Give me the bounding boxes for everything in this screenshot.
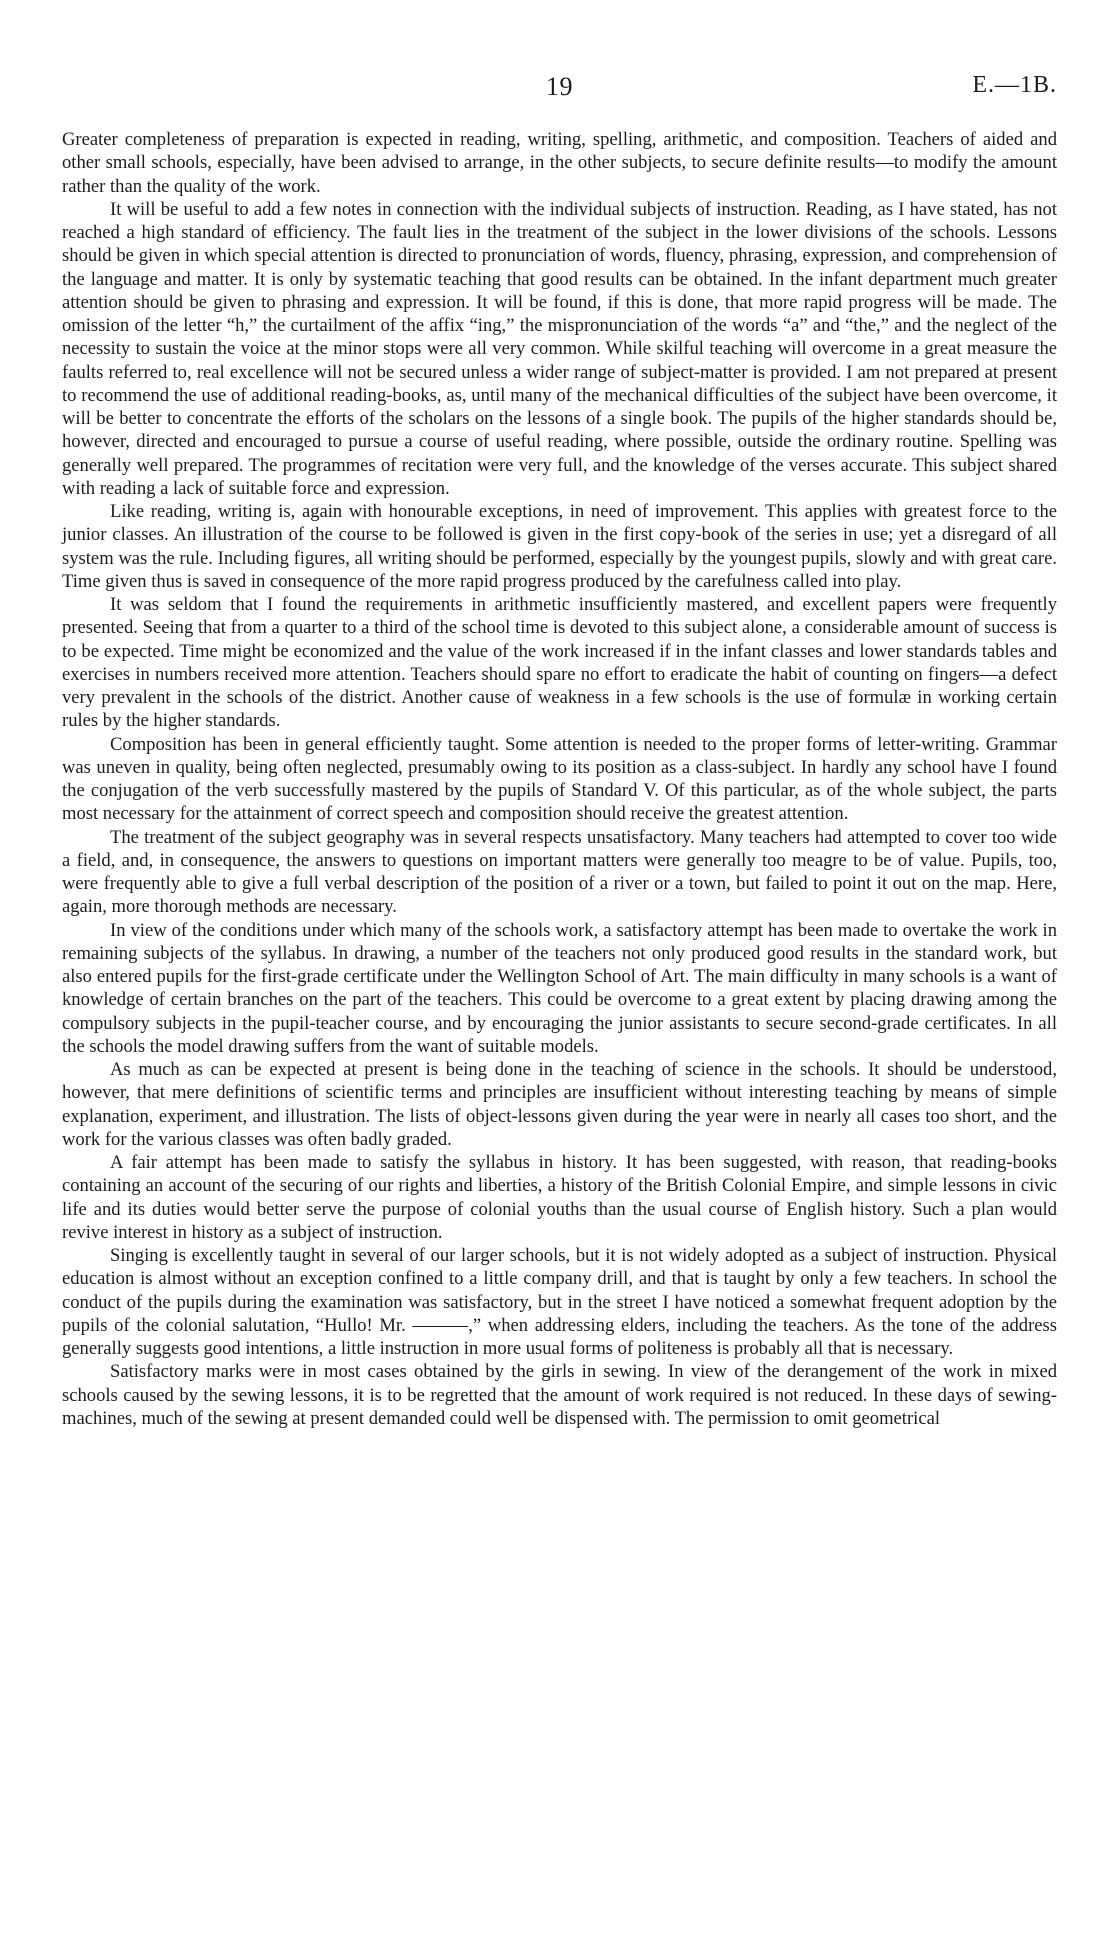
paragraph-writing: Like reading, writing is, again with honourable exceptions, in need of improvement. This applies with greatest force to the junior classes. An illustration of the course to be followed is given in the first copy-book of the series in use; yet a disregard of all system was the rule. Including figures, all writing should be performed, especially by the youngest pupils, slowly and with great care. Time given thus is saved in consequence of the more rapid progress produced by the carefulness called into play. xyxy=(62,501,1057,592)
document-reference: E.—1B. xyxy=(972,72,1057,98)
paragraph-geography: The treatment of the subject geography was in several respects unsatisfactory. Many teachers had attempted to cover too wide a field, and, in consequence, the answers to questions on important matters were generally too meagre to be of value. Pupils, too, were frequently able to give a full verbal description of the position of a river or a town, but failed to point it out on the map. Here, again, more thorough methods are necessary. xyxy=(62,826,1057,918)
paragraph-drawing: In view of the conditions under which many of the schools work, a satisfactory attempt has been made to overtake the work in remaining subjects of the syllabus. In drawing, a number of the teachers not only produced good results in the standard work, but also entered pupils for the first-grade certificate under the Wellington School of Art. The main difficulty in many schools is a want of knowledge of certain branches on the part of the teachers. This could be overcome to a great extent by placing drawing among the compulsory subjects in the pupil-teacher course, and by encouraging the junior assistants to secure second-grade certificates. In all the schools the model drawing suffers from the want of suitable models. xyxy=(62,919,1057,1057)
paragraph-history: A fair attempt has been made to satisfy the syllabus in history. It has been suggested, with reason, that reading-books containing an account of the securing of our rights and liberties, a history of the British Colonial Empire, and simple lessons in civic life and its duties would better serve the purpose of colonial youths than the usual course of English history. Such a plan would revive interest in history as a subject of instruction. xyxy=(62,1152,1057,1243)
paragraph-reading: It will be useful to add a few notes in connection with the individual subjects of instruction. Reading, as I have stated, has not reached a high standard of efficiency. The fault lies in the treatment of the subject in the lower divisions of the schools. Lessons should be given in which special attention is directed to pronunciation of words, fluency, phrasing, expression, and comprehension of the language and matter. It is only by systematic teaching that good results can be obtained. In the infant department much greater attention should be given to phrasing and expression. It will be found, if this is done, that more rapid progress will be made. The omission of the letter “h,” the curtailment of the affix “ing,” the mispronunciation of the words “a” and “the,” and the neglect of the necessity to sustain the voice at the minor stops were all very common. While skilful teaching will overcome in a great measure the faults referred to, real excellence will not be secured unless a wider range of subject-matter is provided. I am not prepared at present to recommend the use of additional reading-books, as, until many of the mechanical difficulties of the subject have been overcome, it will be better to concentrate the efforts of the scholars on the lessons of a single book. The pupils of the higher standards should be, however, directed and encouraged to pursue a course of useful reading, where possible, outside the ordinary routine. Spelling was generally well prepared. The programmes of recitation were very full, and the knowledge of the verses accurate. This subject shared with reading a lack of suitable force and expression. xyxy=(62,198,1057,499)
paragraph-arithmetic: It was seldom that I found the requirements in arithmetic insufficiently mastered, and excellent papers were frequently presented. Seeing that from a quarter to a third of the school time is devoted to this subject alone, a considerable amount of success is to be expected. Time might be economized and the value of the work increased if in the infant classes and lower standards tables and exercises in numbers received more attention. Teachers should spare no effort to eradicate the habit of counting on fingers—a defect very prevalent in the schools of the district. Another cause of weakness in a few schools is the use of formulæ in working certain rules by the higher standards. xyxy=(62,594,1057,732)
page-header xyxy=(62,72,1057,104)
page-number: 19 xyxy=(546,72,573,101)
paragraph-general-preparation: Greater completeness of preparation is expected in reading, writing, spelling, arithmetic, and composition. Teachers of aided and other small schools, especially, have been advised to arrange, in the other subjects, to secure definite results—to modify the amount rather than the quality of the work. xyxy=(62,129,1057,197)
paragraph-science: As much as can be expected at present is being done in the teaching of science in the schools. It should be understood, however, that mere definitions of scientific terms and principles are insufficient without interesting teaching by means of simple explanation, experiment, and illustration. The lists of object-lessons given during the year were in nearly all cases too short, and the work for the various classes was often badly graded. xyxy=(62,1059,1057,1150)
paragraph-singing: Singing is excellently taught in several of our larger schools, but it is not widely adopted as a subject of instruction. Physical education is almost without an exception confined to a little company drill, and that is taught by only a few teachers. In school the conduct of the pupils during the examination was satisfactory, but in the street I have noticed a somewhat frequent adoption by the pupils of the colonial salutation, “Hullo! Mr. ———,” when addressing elders, including the teachers. As the tone of the address generally suggests good intentions, a little instruction in more usual forms of politeness is probably all that is necessary. xyxy=(62,1245,1057,1359)
report-body xyxy=(62,128,1057,1430)
paragraph-sewing: Satisfactory marks were in most cases obtained by the girls in sewing. In view of the derangement of the work in mixed schools caused by the sewing lessons, it is to be regretted that the amount of work required is not reduced. In these days of sewing-machines, much of the sewing at present demanded could well be dispensed with. The permission to omit geometrical xyxy=(62,1361,1057,1429)
paragraph-composition: Composition has been in general efficiently taught. Some attention is needed to the proper forms of letter-writing. Grammar was uneven in quality, being often neglected, presumably owing to its position as a class-subject. In hardly any school have I found the conjugation of the verb successfully mastered by the pupils of Standard V. Of this particular, as of the whole subject, the parts most necessary for the attainment of correct speech and composition should receive the greatest attention. xyxy=(62,733,1057,825)
